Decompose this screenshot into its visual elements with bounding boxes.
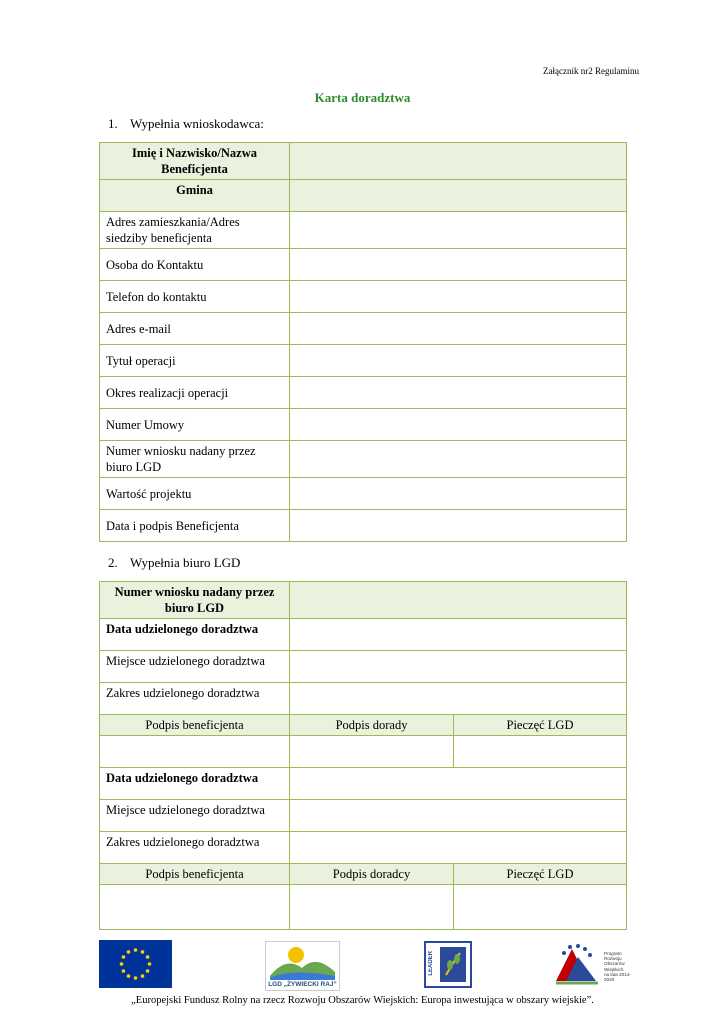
advice-place-label: Miejsce udzielonego doradztwa xyxy=(100,651,290,683)
table-row xyxy=(100,736,627,768)
advice-scope-label: Zakres udzielonego doradztwa xyxy=(100,832,290,864)
applicant-table xyxy=(99,142,627,542)
table-row xyxy=(100,212,627,249)
prow-text-line: na lata 2014-2020 xyxy=(604,971,631,983)
table-row xyxy=(100,143,627,180)
prow-text-line: Rozwoju xyxy=(604,956,622,962)
advice-date-field[interactable] xyxy=(290,619,627,651)
lgd-office-table xyxy=(99,581,627,930)
row-value-field[interactable] xyxy=(290,249,627,281)
table-row xyxy=(100,832,627,864)
table-row xyxy=(100,768,627,800)
table-row xyxy=(100,619,627,651)
row-label: Telefon do kontaktu xyxy=(100,281,290,313)
advice-place-field[interactable] xyxy=(290,800,627,832)
lgd-stamp-field[interactable] xyxy=(454,885,627,930)
advice-scope-field[interactable] xyxy=(290,832,627,864)
annex-label: Załącznik nr2 Regulaminu xyxy=(543,66,639,76)
prow-text-line: Program xyxy=(604,951,622,956)
row-label: Wartość projektu xyxy=(100,478,290,510)
table-row xyxy=(100,510,627,542)
table-row xyxy=(100,345,627,377)
table-row xyxy=(100,441,627,478)
lgd-stamp-header: Pieczęć LGD xyxy=(454,864,627,885)
section-1-heading xyxy=(108,116,264,132)
advice-date-label: Data udzielonego doradztwa xyxy=(100,619,290,651)
table-row xyxy=(100,409,627,441)
table-row xyxy=(100,715,627,736)
advisor-signature-header: Podpis doradcy xyxy=(290,864,454,885)
row-value-field[interactable] xyxy=(290,377,627,409)
leader-logo xyxy=(424,941,472,988)
row-label: Numer Umowy xyxy=(100,409,290,441)
section-2-number: 2. xyxy=(108,555,118,570)
advice-place-label: Miejsce udzielonego doradztwa xyxy=(100,800,290,832)
row-value-field[interactable] xyxy=(290,313,627,345)
row-value-field[interactable] xyxy=(290,409,627,441)
prow-logo-text xyxy=(604,951,632,982)
section-2-label: Wypełnia biuro LGD xyxy=(130,555,241,570)
advice-scope-label: Zakres udzielonego doradztwa xyxy=(100,683,290,715)
table-row xyxy=(100,281,627,313)
row-value-field[interactable] xyxy=(290,478,627,510)
row-label: Numer wniosku nadany przez biuro LGD xyxy=(100,441,290,478)
table-row xyxy=(100,800,627,832)
table-row xyxy=(100,478,627,510)
advice-place-field[interactable] xyxy=(290,651,627,683)
table-row xyxy=(100,885,627,930)
advice-scope-field[interactable] xyxy=(290,683,627,715)
beneficiary-signature-field[interactable] xyxy=(100,736,290,768)
row-label: Tytuł operacji xyxy=(100,345,290,377)
lgd-zywiecki-raj-logo xyxy=(265,941,340,991)
prow-text-line: Obszarów xyxy=(604,961,625,967)
table-row xyxy=(100,683,627,715)
row-value-field[interactable] xyxy=(290,345,627,377)
row-label: Data i podpis Beneficjenta xyxy=(100,510,290,542)
row-label: Adres zamieszkania/Adres siedziby beneficjenta xyxy=(100,212,290,249)
row-value-field[interactable] xyxy=(290,180,627,212)
prow-text-line: Wiejskich xyxy=(604,966,624,972)
row-value-field[interactable] xyxy=(290,441,627,478)
page-title: Karta doradztwa xyxy=(314,90,411,105)
eu-flag-logo xyxy=(99,940,172,988)
beneficiary-signature-header: Podpis beneficjenta xyxy=(100,715,290,736)
lgd-logo-text: LGD „ŻYWIECKI RAJ” xyxy=(268,981,337,988)
lgd-stamp-field[interactable] xyxy=(454,736,627,768)
advice-date-field[interactable] xyxy=(290,768,627,800)
application-number-label: Numer wniosku nadany przez biuro LGD xyxy=(100,582,290,619)
beneficiary-signature-field[interactable] xyxy=(100,885,290,930)
table-row xyxy=(100,313,627,345)
row-label: Adres e-mail xyxy=(100,313,290,345)
row-value-field[interactable] xyxy=(290,510,627,542)
lgd-stamp-header: Pieczęć LGD xyxy=(454,715,627,736)
footer-text: „Europejski Fundusz Rolny na rzecz Rozwoju Obszarów Wiejskich: Europa inwestująca w obszary wiejskie”. xyxy=(131,995,594,1006)
beneficiary-signature-header: Podpis beneficjenta xyxy=(100,864,290,885)
table-row xyxy=(100,582,627,619)
prow-logo xyxy=(552,941,632,989)
application-number-field[interactable] xyxy=(290,582,627,619)
row-value-field[interactable] xyxy=(290,281,627,313)
advisor-signature-field[interactable] xyxy=(290,885,454,930)
row-label: Okres realizacji operacji xyxy=(100,377,290,409)
section-2-heading xyxy=(108,555,240,571)
table-row xyxy=(100,180,627,212)
row-label: Osoba do Kontaktu xyxy=(100,249,290,281)
section-1-number: 1. xyxy=(108,116,118,131)
row-label: Gmina xyxy=(100,180,290,212)
row-value-field[interactable] xyxy=(290,143,627,180)
advice-date-label: Data udzielonego doradztwa xyxy=(100,768,290,800)
row-label: Imię i Nazwisko/Nazwa Beneficjenta xyxy=(100,143,290,180)
table-row xyxy=(100,864,627,885)
table-row xyxy=(100,377,627,409)
advisor-signature-field[interactable] xyxy=(290,736,454,768)
leader-logo-text: LEADER xyxy=(428,951,434,976)
table-row xyxy=(100,651,627,683)
row-value-field[interactable] xyxy=(290,212,627,249)
advisor-signature-header: Podpis dorady xyxy=(290,715,454,736)
table-row xyxy=(100,249,627,281)
section-1-label: Wypełnia wnioskodawca: xyxy=(130,116,264,131)
